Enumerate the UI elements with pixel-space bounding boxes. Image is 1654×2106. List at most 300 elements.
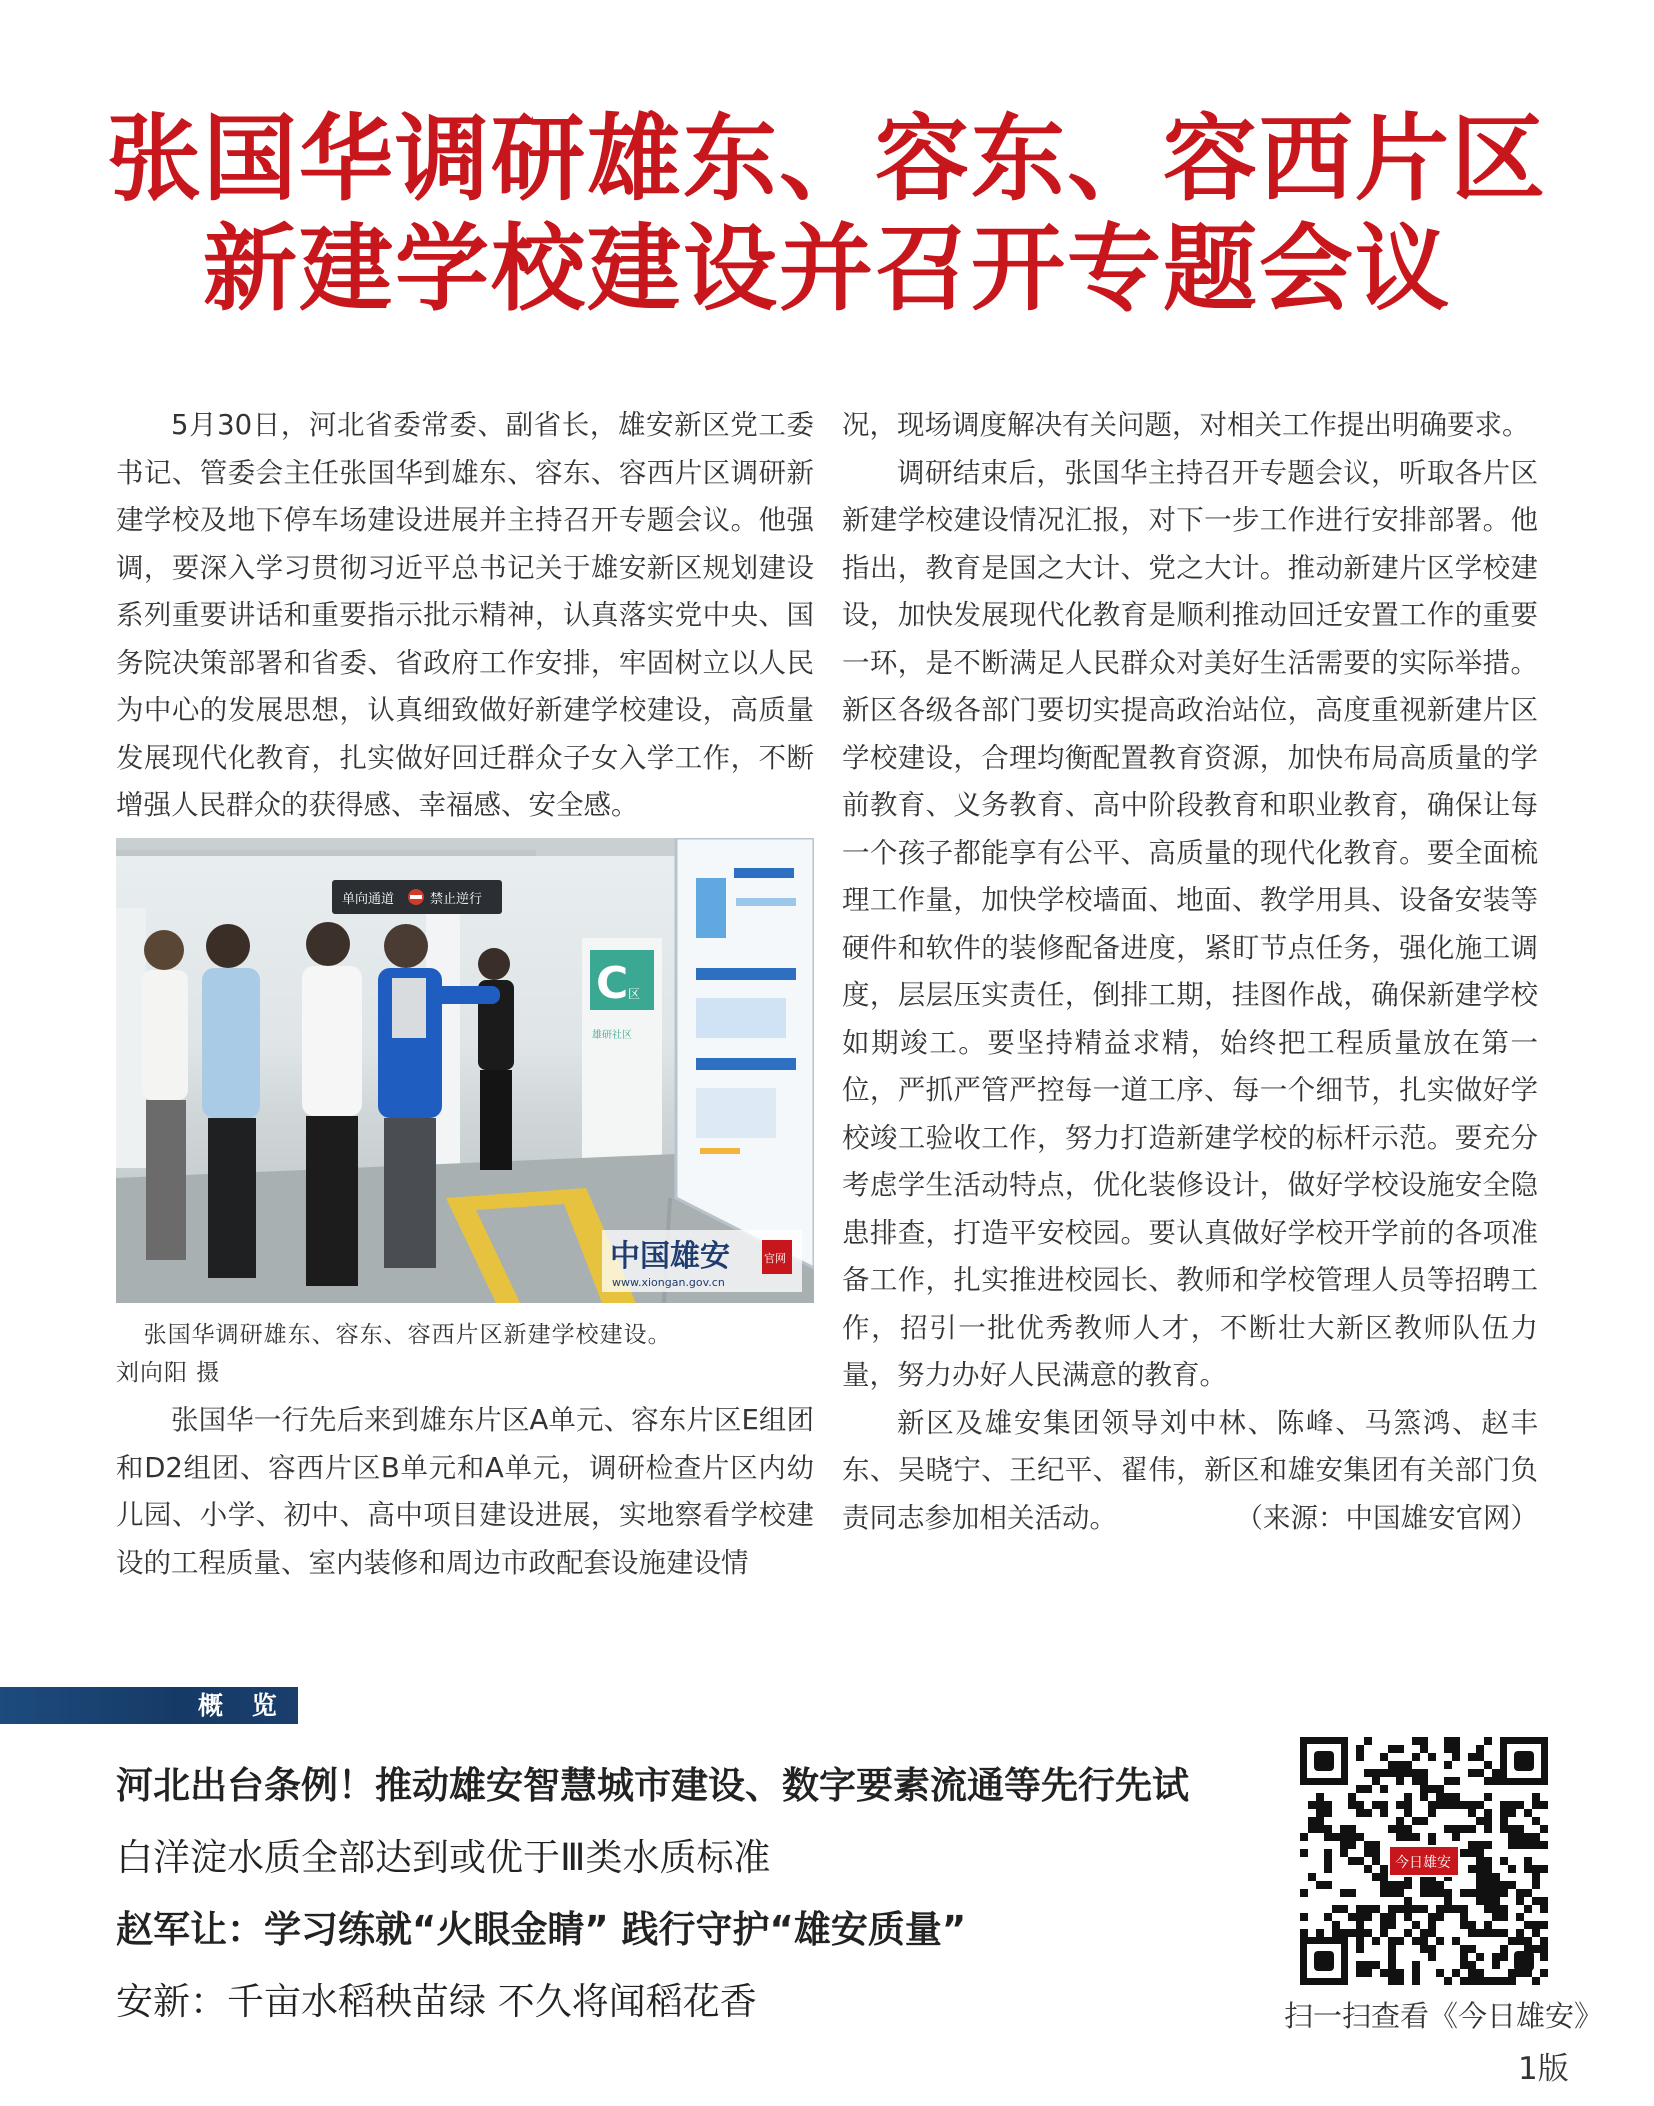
qr-module [1316, 1809, 1324, 1817]
qr-module [1500, 1857, 1508, 1865]
qr-module [1500, 1945, 1508, 1953]
qr-module [1452, 1969, 1460, 1977]
qr-code[interactable] [1300, 1737, 1548, 1985]
qr-module [1428, 1785, 1436, 1793]
qr-module [1492, 1977, 1500, 1985]
qr-module [1484, 1817, 1492, 1825]
qr-module [1412, 1961, 1420, 1969]
attendees-text: 新区及雄安集团领导刘中林、陈峰、马篜鸿、赵丰东、吴晓宁、王纪平、翟伟，新区和雄安集团有关部门负责同志参加相关活动。 [842, 1406, 1538, 1534]
qr-module [1324, 1913, 1332, 1921]
qr-module [1468, 1865, 1476, 1873]
qr-module [1532, 1881, 1540, 1889]
qr-module [1452, 1833, 1460, 1841]
qr-module [1524, 1833, 1532, 1841]
qr-module [1316, 1881, 1324, 1889]
qr-module [1508, 1937, 1516, 1945]
qr-module [1348, 1857, 1356, 1865]
qr-module [1356, 1969, 1364, 1977]
qr-module [1364, 1865, 1372, 1873]
qr-module [1444, 1977, 1452, 1985]
qr-module [1356, 1905, 1364, 1913]
qr-module [1452, 1905, 1460, 1913]
qr-module [1380, 1881, 1388, 1889]
qr-module [1404, 1801, 1412, 1809]
qr-module [1348, 1825, 1356, 1833]
qr-module [1540, 1969, 1548, 1977]
qr-module [1380, 1969, 1388, 1977]
qr-module [1364, 1849, 1372, 1857]
qr-module [1388, 1745, 1396, 1753]
qr-module [1452, 1801, 1460, 1809]
qr-module [1500, 1881, 1508, 1889]
qr-module [1484, 1761, 1492, 1769]
qr-module [1412, 1921, 1420, 1929]
qr-module [1532, 1833, 1540, 1841]
qr-module [1412, 1777, 1420, 1785]
qr-module [1340, 1833, 1348, 1841]
qr-module [1460, 1961, 1468, 1969]
right-column [842, 402, 1538, 1542]
qr-module [1388, 1889, 1396, 1897]
qr-module [1340, 1889, 1348, 1897]
qr-module [1468, 1801, 1476, 1809]
qr-module [1388, 1961, 1396, 1969]
left-column-upper [116, 402, 814, 830]
source-note: （来源：中国雄安官网） [1235, 1501, 1538, 1534]
qr-module [1348, 1929, 1356, 1937]
qr-module [1396, 1881, 1404, 1889]
qr-module [1532, 1841, 1540, 1849]
qr-module [1324, 1809, 1332, 1817]
qr-module [1460, 1849, 1468, 1857]
qr-module [1372, 1873, 1380, 1881]
qr-module [1500, 1817, 1508, 1825]
paragraph-continuation: 况，现场调度解决有关问题，对相关工作提出明确要求。 [842, 409, 1530, 441]
qr-module [1348, 1801, 1356, 1809]
qr-module [1540, 1897, 1548, 1905]
qr-module [1428, 1953, 1436, 1961]
qr-module [1444, 1801, 1452, 1809]
qr-module [1300, 1849, 1308, 1857]
qr-module [1396, 1745, 1404, 1753]
qr-module [1540, 1905, 1548, 1913]
qr-module [1332, 1905, 1340, 1913]
qr-module [1532, 1897, 1540, 1905]
watermark-seal: 官网 [764, 1252, 786, 1265]
qr-module [1356, 1753, 1364, 1761]
qr-module [1340, 1849, 1348, 1857]
paragraph-meeting: 调研结束后，张国华主持召开专题会议，听取各片区新建学校建设情况汇报，对下一步工作进行安排部署。他指出，教育是国之大计、党之大计。推动新建片区学校建设，加快发展现代化教育是顺利推动回迁安置工作的重要一环，是不断满足人民群众对美好生活需要的实际举措。新区各级各部门要切实提高政治站位，高度重视新建片区学校建设，合理均衡配置教育资源，加快布局高质量的学前教育、义务教育、高中阶段教育和职业教育，确保让每一个孩子都能享有公平、高质量的现代化教育。要全面梳理工作量，加快学校墙面、地面、教学用具、设备安装等硬件和软件的装修配备进度，紧盯节点任务，强化施工调度，层层压实责任，倒排工期，挂图作战，确保新建学校如期竣工。要坚持精益求精，始终把工程质量放在第一位，严抓严管严控每一道工序、每一个细节，扎实做好学校竣工验收工作，努力打造新建学校的标杆示范。要充分考虑学生活动特点，优化装修设计，做好学校设施安全隐患排查，打造平安校园。要认真做好学校开学前的各项准备工作，扎实推进校园长、教师和学校管理人员等招聘工作，招引一批优秀教师人才，不断壮大新区教师队伍力量，努力办好人民满意的教育。 [842, 456, 1538, 1391]
qr-module [1532, 1817, 1540, 1825]
qr-module [1436, 1913, 1444, 1921]
qr-module [1484, 1825, 1492, 1833]
qr-module [1388, 1977, 1396, 1985]
qr-module [1468, 1921, 1476, 1929]
qr-module [1524, 1905, 1532, 1913]
qr-module [1356, 1921, 1364, 1929]
zone-suffix: 区 [628, 987, 641, 1001]
qr-module [1468, 1849, 1476, 1857]
qr-module [1532, 1977, 1540, 1985]
qr-module [1388, 1825, 1396, 1833]
qr-module [1444, 1825, 1452, 1833]
qr-module [1476, 1769, 1484, 1777]
qr-module [1524, 1809, 1532, 1817]
qr-module [1388, 1945, 1396, 1953]
qr-module [1452, 1737, 1460, 1745]
sign-right: 禁止逆行 [430, 892, 483, 907]
qr-module [1468, 1977, 1476, 1985]
qr-module [1428, 1945, 1436, 1953]
qr-module [1404, 1825, 1412, 1833]
qr-module [1508, 1969, 1516, 1977]
qr-module [1388, 1953, 1396, 1961]
qr-module [1476, 1977, 1484, 1985]
qr-module [1468, 1961, 1476, 1969]
qr-module [1500, 1929, 1508, 1937]
qr-module [1492, 1777, 1500, 1785]
qr-module [1476, 1881, 1484, 1889]
qr-module [1428, 1889, 1436, 1897]
qr-module [1492, 1953, 1500, 1961]
qr-module [1420, 1905, 1428, 1913]
qr-module [1508, 1801, 1516, 1809]
qr-module [1524, 1865, 1532, 1873]
qr-module [1300, 1833, 1308, 1841]
qr-module [1388, 1905, 1396, 1913]
qr-module [1420, 1785, 1428, 1793]
qr-module [1436, 1881, 1444, 1889]
qr-module [1524, 1921, 1532, 1929]
qr-module [1364, 1769, 1372, 1777]
qr-module [1444, 1905, 1452, 1913]
qr-module [1484, 1889, 1492, 1897]
qr-module [1316, 1801, 1324, 1809]
qr-module [1420, 1881, 1428, 1889]
qr-module [1476, 1873, 1484, 1881]
qr-module [1484, 1977, 1492, 1985]
qr-module [1372, 1857, 1380, 1865]
qr-module [1476, 1841, 1484, 1849]
qr-module [1476, 1753, 1484, 1761]
photo-illustration [116, 838, 814, 1303]
qr-module [1460, 1913, 1468, 1921]
qr-module [1524, 1857, 1532, 1865]
qr-module [1452, 1937, 1460, 1945]
qr-module [1452, 1745, 1460, 1753]
overview-item-4[interactable]: 安新：千亩水稻秧苗绿 不久将闻稻花香 [116, 1980, 757, 2023]
qr-module [1460, 1921, 1468, 1929]
qr-module [1484, 1905, 1492, 1913]
qr-module [1300, 1929, 1308, 1937]
qr-module [1476, 1897, 1484, 1905]
qr-module [1372, 1777, 1380, 1785]
qr-module [1540, 1801, 1548, 1809]
qr-module [1420, 1817, 1428, 1825]
qr-module [1492, 1873, 1500, 1881]
qr-module [1428, 1809, 1436, 1817]
left-column-lower [116, 1397, 814, 1587]
qr-module [1468, 1969, 1476, 1977]
qr-module [1404, 1905, 1412, 1913]
qr-module [1364, 1809, 1372, 1817]
qr-module [1500, 1809, 1508, 1817]
qr-module [1324, 1865, 1332, 1873]
qr-module [1532, 1929, 1540, 1937]
qr-module [1356, 1801, 1364, 1809]
qr-module [1380, 1769, 1388, 1777]
qr-module [1356, 1937, 1364, 1945]
qr-module [1412, 1977, 1420, 1985]
qr-module [1492, 1961, 1500, 1969]
qr-module [1540, 1921, 1548, 1929]
qr-module [1532, 1945, 1540, 1953]
qr-module [1532, 1793, 1540, 1801]
qr-module [1532, 1801, 1540, 1809]
qr-module [1460, 1977, 1468, 1985]
qr-module [1500, 1825, 1508, 1833]
qr-module [1404, 1769, 1412, 1777]
qr-module [1500, 1889, 1508, 1897]
qr-module [1364, 1929, 1372, 1937]
qr-module [1444, 1745, 1452, 1753]
qr-module [1508, 1977, 1516, 1985]
qr-module [1396, 1801, 1404, 1809]
qr-module [1452, 1793, 1460, 1801]
headline-line-2: 新建学校建设并召开专题会议 [202, 214, 1451, 324]
qr-module [1428, 1833, 1436, 1841]
qr-module [1388, 1969, 1396, 1977]
qr-center-label: 今日雄安 [1395, 1855, 1451, 1871]
qr-module [1316, 1929, 1324, 1937]
qr-module [1380, 1785, 1388, 1793]
qr-module [1396, 1977, 1404, 1985]
qr-code-icon [1300, 1737, 1548, 1985]
qr-module [1372, 1801, 1380, 1809]
qr-module [1508, 1825, 1516, 1833]
zone-sub: 雄研社区 [592, 1030, 632, 1041]
qr-module [1324, 1833, 1332, 1841]
qr-module [1420, 1793, 1428, 1801]
qr-module [1396, 1769, 1404, 1777]
qr-module [1308, 1801, 1316, 1809]
qr-module [1516, 1897, 1524, 1905]
qr-module [1436, 1801, 1444, 1809]
qr-module [1412, 1817, 1420, 1825]
qr-module [1420, 1769, 1428, 1777]
qr-module [1476, 1857, 1484, 1865]
qr-module [1372, 1905, 1380, 1913]
qr-module [1508, 1809, 1516, 1817]
qr-module [1452, 1753, 1460, 1761]
qr-module [1484, 1793, 1492, 1801]
qr-module [1444, 1897, 1452, 1905]
qr-module [1516, 1825, 1524, 1833]
qr-module [1404, 1913, 1412, 1921]
qr-module [1396, 1969, 1404, 1977]
qr-module [1484, 1881, 1492, 1889]
qr-module [1396, 1833, 1404, 1841]
qr-module [1372, 1961, 1380, 1969]
qr-module [1404, 1809, 1412, 1817]
qr-module [1516, 1929, 1524, 1937]
qr-module [1444, 1793, 1452, 1801]
qr-module [1492, 1905, 1500, 1913]
qr-module [1412, 1833, 1420, 1841]
qr-module [1500, 1977, 1508, 1985]
qr-module [1340, 1905, 1348, 1913]
qr-module [1380, 1865, 1388, 1873]
qr-module [1492, 1897, 1500, 1905]
qr-module [1300, 1913, 1308, 1921]
qr-module [1460, 1801, 1468, 1809]
qr-module [1388, 1881, 1396, 1889]
qr-module [1340, 1841, 1348, 1849]
qr-module [1404, 1833, 1412, 1841]
qr-module [1356, 1913, 1364, 1921]
qr-module [1412, 1905, 1420, 1913]
qr-module [1356, 1945, 1364, 1953]
qr-module [1404, 1897, 1412, 1905]
qr-module [1468, 1929, 1476, 1937]
qr-module [1380, 1889, 1388, 1897]
qr-module [1364, 1969, 1372, 1977]
photo-caption [116, 1316, 814, 1392]
qr-module [1412, 1969, 1420, 1977]
qr-module [1484, 1921, 1492, 1929]
page-number: 1版 [1518, 2051, 1569, 2087]
qr-module [1484, 1873, 1492, 1881]
qr-module [1364, 1913, 1372, 1921]
qr-module [1348, 1841, 1356, 1849]
qr-module [1388, 1769, 1396, 1777]
qr-module [1508, 1865, 1516, 1873]
qr-module [1476, 1801, 1484, 1809]
qr-module [1364, 1841, 1372, 1849]
qr-module [1380, 1913, 1388, 1921]
paragraph-visit: 张国华一行先后来到雄东片区A单元、容东片区E组团和D2组团、容西片区B单元和A单元，调研检查片区内幼儿园、小学、初中、高中项目建设进展，实地察看学校建设的工程质量、室内装修和周边市政配套设施建设情 [116, 1404, 814, 1579]
qr-module [1316, 1825, 1324, 1833]
qr-module [1412, 1937, 1420, 1945]
qr-module [1516, 1801, 1524, 1809]
qr-module [1308, 1817, 1316, 1825]
qr-module [1420, 1937, 1428, 1945]
qr-module [1468, 1841, 1476, 1849]
qr-module [1396, 1905, 1404, 1913]
qr-module [1476, 1969, 1484, 1977]
qr-module [1516, 1889, 1524, 1897]
qr-module [1452, 1825, 1460, 1833]
qr-module [1468, 1825, 1476, 1833]
qr-module [1540, 1945, 1548, 1953]
qr-module [1436, 1937, 1444, 1945]
qr-module [1404, 1761, 1412, 1769]
caption-line-1: 张国华调研雄东、容东、容西片区新建学校建设。 [143, 1322, 672, 1348]
qr-module [1356, 1833, 1364, 1841]
qr-module [1420, 1777, 1428, 1785]
qr-module [1316, 1817, 1324, 1825]
qr-module [1532, 1873, 1540, 1881]
qr-module [1492, 1881, 1500, 1889]
qr-module [1348, 1793, 1356, 1801]
qr-module [1444, 1761, 1452, 1769]
qr-module [1364, 1737, 1372, 1745]
qr-module [1484, 1929, 1492, 1937]
overview-label: 概 览 [198, 1691, 287, 1720]
qr-module [1428, 1801, 1436, 1809]
qr-module [1420, 1745, 1428, 1753]
qr-module [1476, 1865, 1484, 1873]
qr-module [1532, 1921, 1540, 1929]
qr-module [1516, 1937, 1524, 1945]
qr-module [1300, 1889, 1308, 1897]
qr-module [1324, 1801, 1332, 1809]
qr-module [1380, 1809, 1388, 1817]
qr-module [1420, 1945, 1428, 1953]
qr-module [1412, 1769, 1420, 1777]
qr-module [1364, 1961, 1372, 1969]
qr-module [1484, 1865, 1492, 1873]
qr-module [1452, 1777, 1460, 1785]
zone-letter: C [596, 958, 629, 1009]
qr-module [1364, 1785, 1372, 1793]
qr-module [1380, 1873, 1388, 1881]
qr-module [1500, 1905, 1508, 1913]
qr-module [1444, 1777, 1452, 1785]
qr-module [1492, 1913, 1500, 1921]
qr-module [1404, 1793, 1412, 1801]
qr-module [1468, 1769, 1476, 1777]
qr-module [1468, 1809, 1476, 1817]
qr-module [1340, 1929, 1348, 1937]
headline-line-1: 张国华调研雄东、容东、容西片区 [106, 104, 1547, 214]
qr-module [1492, 1889, 1500, 1897]
qr-module [1532, 1865, 1540, 1873]
qr-module [1468, 1753, 1476, 1761]
qr-module [1492, 1929, 1500, 1937]
qr-module [1388, 1921, 1396, 1929]
qr-module [1420, 1737, 1428, 1745]
qr-module [1492, 1769, 1500, 1777]
qr-module [1396, 1777, 1404, 1785]
qr-module [1396, 1761, 1404, 1769]
overview-item-2[interactable]: 白洋淀水质全部达到或优于Ⅲ类水质标准 [116, 1836, 771, 1879]
qr-module [1340, 1825, 1348, 1833]
qr-module [1396, 1889, 1404, 1897]
qr-module [1428, 1921, 1436, 1929]
overview-item-1[interactable]: 河北出台条例！推动雄安智慧城市建设、数字要素流通等先行先试 [116, 1764, 1189, 1807]
qr-module [1476, 1849, 1484, 1857]
qr-module [1444, 1737, 1452, 1745]
qr-module [1372, 1769, 1380, 1777]
overview-item-3[interactable]: 赵军让：学习练就“火眼金睛” 践行守护“雄安质量” [116, 1908, 967, 1951]
qr-module [1412, 1737, 1420, 1745]
qr-module [1444, 1889, 1452, 1897]
qr-module [1428, 1929, 1436, 1937]
qr-module [1332, 1929, 1340, 1937]
qr-module [1540, 1937, 1548, 1945]
qr-module [1316, 1793, 1324, 1801]
qr-module [1428, 1881, 1436, 1889]
qr-module [1308, 1825, 1316, 1833]
paragraph-attendees [842, 1400, 1538, 1543]
qr-module [1468, 1945, 1476, 1953]
qr-module [1516, 1913, 1524, 1921]
qr-module [1484, 1897, 1492, 1905]
qr-module [1380, 1921, 1388, 1929]
qr-module [1468, 1889, 1476, 1897]
qr-module [1436, 1793, 1444, 1801]
